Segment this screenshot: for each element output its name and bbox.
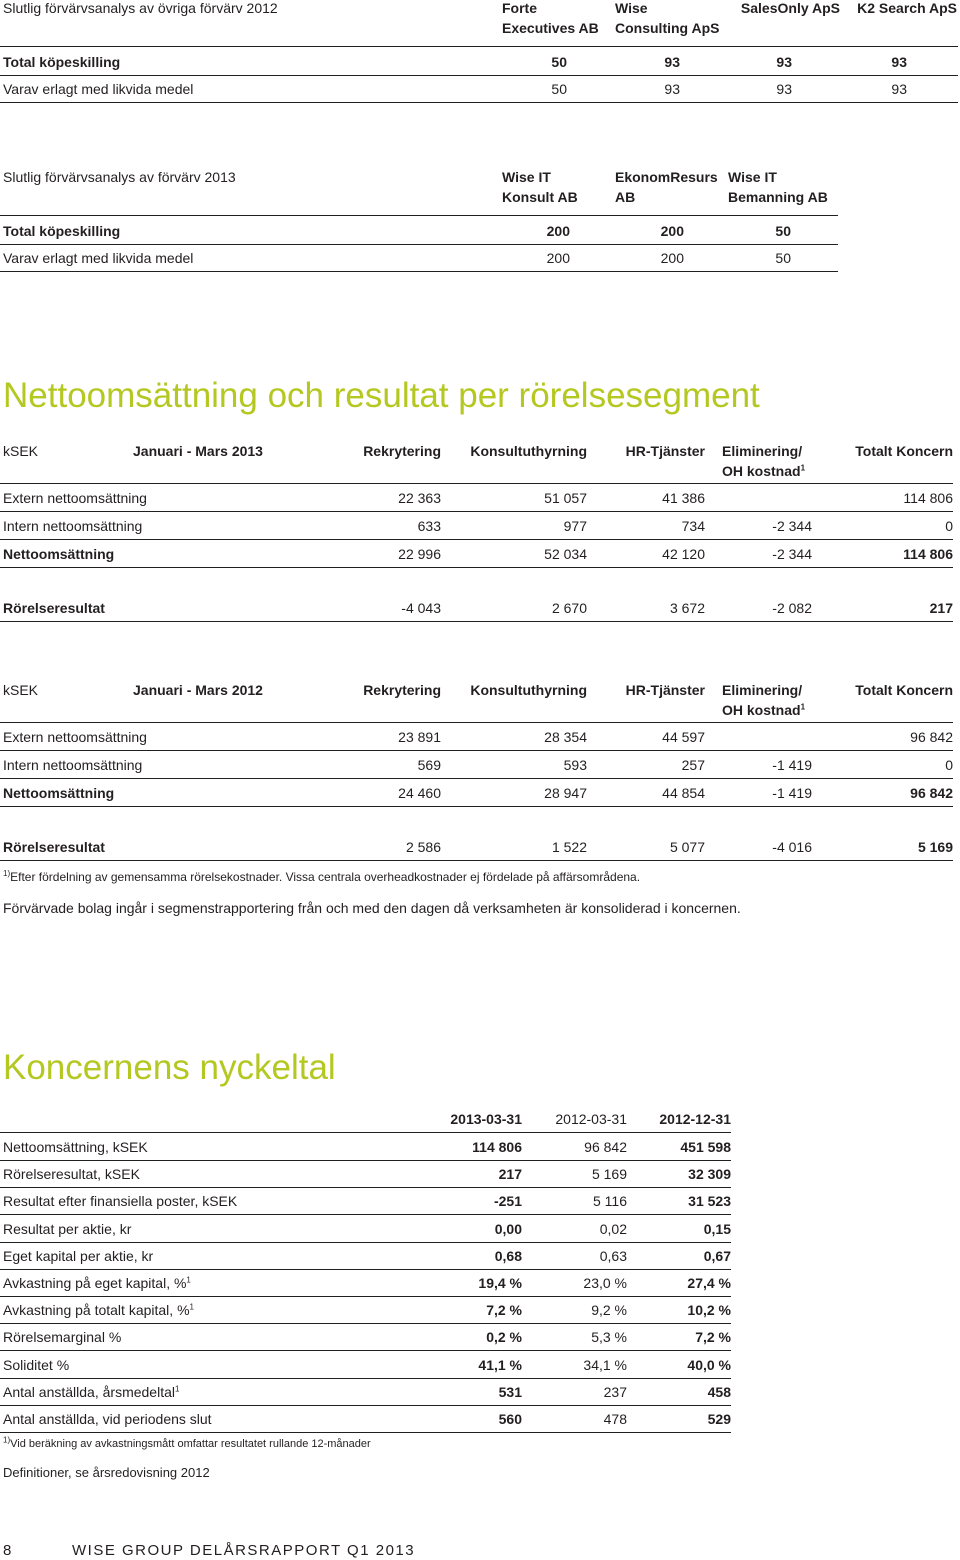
cell-value: 200 <box>546 250 570 266</box>
segment-footnote <box>3 870 903 884</box>
footnote-mark: 1 <box>186 1275 191 1285</box>
cell-value: 0 <box>945 757 953 773</box>
cell-value: 217 <box>929 600 953 616</box>
cell-value: 2 670 <box>551 600 587 616</box>
cell-value: 0,63 <box>599 1247 627 1264</box>
column-header: Totalt Koncern <box>855 443 953 459</box>
cell-value: -4 016 <box>772 839 812 855</box>
cell-value: 22 996 <box>398 546 441 562</box>
row-label: Varav erlagt med likvida medel <box>3 81 194 97</box>
column-header: Eliminering/ <box>722 443 803 459</box>
row-divider <box>0 1160 731 1161</box>
cell-value: 40,0 % <box>687 1356 731 1373</box>
row-divider <box>0 621 953 622</box>
column-header: Konsultuthyrning <box>470 443 587 459</box>
cell-value: 28 947 <box>544 785 587 801</box>
column-header: SalesOnly ApS <box>740 0 840 16</box>
row-divider <box>0 511 953 512</box>
cell-value: 51 057 <box>544 490 587 506</box>
column-header: EkonomResurs <box>615 169 718 185</box>
cell-value: 52 034 <box>544 546 587 562</box>
cell-value: 24 460 <box>398 785 441 801</box>
cell-value: 50 <box>551 81 567 97</box>
row-divider <box>0 750 953 751</box>
cell-value: 23,0 % <box>583 1275 627 1291</box>
cell-value: 41 386 <box>662 490 705 506</box>
column-header: 2012-12-31 <box>659 1111 731 1127</box>
keyfigures-footnote <box>3 1435 703 1451</box>
cell-value: 451 598 <box>680 1139 731 1155</box>
cell-value: 19,4 % <box>478 1275 522 1291</box>
cell-value: 200 <box>660 223 684 239</box>
cell-value: 96 842 <box>910 785 953 801</box>
cell-value: 96 842 <box>584 1139 627 1155</box>
cell-value: 9,2 % <box>591 1302 627 1319</box>
row-label: Extern nettoomsättning <box>3 729 147 745</box>
row-label: Varav erlagt med likvida medel <box>3 250 194 266</box>
cell-value: 32 309 <box>688 1166 731 1183</box>
cell-value: 10,2 % <box>687 1302 731 1319</box>
row-divider <box>0 1323 731 1324</box>
column-header: Rekrytering <box>363 443 441 459</box>
cell-value: 7,2 % <box>486 1302 522 1319</box>
row-label: Total köpeskilling <box>3 223 121 239</box>
column-header: Rekrytering <box>363 682 441 698</box>
row-divider <box>0 860 953 861</box>
cell-value: 114 806 <box>472 1139 522 1155</box>
row-divider <box>0 1378 731 1379</box>
header-divider <box>0 483 953 484</box>
column-header: Forte <box>502 0 537 16</box>
row-divider <box>0 244 838 245</box>
footnote-mark: 1) <box>3 1435 11 1445</box>
cell-value: 217 <box>498 1166 522 1183</box>
cell-value: 569 <box>417 757 441 773</box>
row-label-text: Avkastning på eget kapital, % <box>3 1275 187 1291</box>
cell-value: -1 419 <box>772 785 812 801</box>
column-header: Wise IT <box>728 169 777 185</box>
row-label-text: Antal anställda, vid periodens slut <box>3 1411 212 1427</box>
period-label: Januari - Mars 2012 <box>133 682 263 698</box>
row-divider <box>0 1269 731 1270</box>
column-header: HR-Tjänster <box>625 443 705 459</box>
cell-value: 458 <box>707 1383 731 1400</box>
column-header: Totalt Koncern <box>855 682 953 698</box>
row-label-text: Avkastning på totalt kapital, % <box>3 1302 190 1319</box>
cell-value: -4 043 <box>401 600 441 616</box>
cell-value: 114 806 <box>903 546 953 562</box>
cell-value: 23 891 <box>398 729 441 745</box>
cell-value: 633 <box>417 518 441 534</box>
column-header: K2 Search ApS <box>857 0 957 16</box>
row-label: Extern nettoomsättning <box>3 490 147 506</box>
cell-value: 5 077 <box>669 839 705 855</box>
row-label: Total köpeskilling <box>3 54 121 70</box>
cell-value: 977 <box>563 518 587 534</box>
row-label <box>3 1248 403 1265</box>
cell-value: 0,68 <box>494 1247 522 1264</box>
cell-value: 5 169 <box>917 839 953 855</box>
row-label <box>3 1384 403 1401</box>
column-header <box>722 702 822 719</box>
cell-value: -251 <box>493 1193 522 1210</box>
cell-value: 734 <box>681 518 705 534</box>
keyfigures-heading: Koncernens nyckeltal <box>3 1048 336 1087</box>
row-divider <box>0 75 958 76</box>
cell-value: 27,4 % <box>687 1275 731 1291</box>
segment-heading: Nettoomsättning och resultat per rörelsesegment <box>3 376 760 415</box>
cell-value: 0,2 % <box>486 1329 522 1346</box>
row-divider <box>0 1214 731 1215</box>
cell-value: 50 <box>775 250 791 266</box>
cell-value: 1 522 <box>551 839 587 855</box>
row-label <box>3 1221 403 1238</box>
row-label: Intern nettoomsättning <box>3 757 143 773</box>
row-label: Intern nettoomsättning <box>3 518 143 534</box>
row-label <box>3 1166 403 1183</box>
period-label: Januari - Mars 2013 <box>133 443 263 459</box>
unit-label: kSEK <box>3 443 39 459</box>
row-label-text: Antal anställda, årsmedeltal <box>3 1383 175 1400</box>
cell-value: 5 169 <box>591 1166 627 1183</box>
page-number: 8 <box>3 1542 13 1559</box>
cell-value: 0,15 <box>703 1220 731 1237</box>
cell-value: 42 120 <box>662 546 705 562</box>
cell-value: 529 <box>707 1411 731 1427</box>
column-header: Wise <box>615 0 648 16</box>
column-header: Consulting ApS <box>615 20 720 36</box>
cell-value: 96 842 <box>910 729 953 745</box>
footnote-mark: 1 <box>189 1302 194 1312</box>
row-divider <box>0 1296 731 1297</box>
row-label-text: Nettoomsättning, kSEK <box>3 1139 148 1155</box>
cell-value: 531 <box>498 1383 522 1400</box>
acquisition-2012-title: Slutlig förvärvsanalys av övriga förvärv 2012 <box>3 0 278 16</box>
cell-value: 93 <box>891 81 907 97</box>
cell-value: 237 <box>603 1383 627 1400</box>
column-header <box>722 463 822 480</box>
definitions-note: Definitioner, se årsredovisning 2012 <box>3 1465 210 1480</box>
cell-value: 0,00 <box>494 1220 522 1237</box>
row-label: Rörelseresultat <box>3 839 105 855</box>
footnote-text: Efter fördelning av gemensamma rörelsekostnader. Vissa centrala overheadkostnader ej fördelade på affärsområdena. <box>10 870 641 884</box>
cell-value: 3 672 <box>669 600 705 616</box>
row-label <box>3 1275 403 1292</box>
row-label-text: Rörelseresultat, kSEK <box>3 1166 140 1183</box>
cell-value: 257 <box>681 757 705 773</box>
header-divider <box>0 46 958 47</box>
row-label <box>3 1193 403 1210</box>
cell-value: 0,02 <box>599 1220 627 1237</box>
row-divider <box>0 271 838 272</box>
row-divider <box>0 567 953 568</box>
cell-value: -1 419 <box>772 757 812 773</box>
column-header: Wise IT <box>502 169 551 185</box>
cell-value: 28 354 <box>544 729 587 745</box>
column-header: Eliminering/ <box>722 682 803 698</box>
cell-value: 93 <box>776 54 792 70</box>
acquisition-2013-title: Slutlig förvärvsanalys av förvärv 2013 <box>3 169 236 185</box>
cell-value: 93 <box>664 54 680 70</box>
cell-value: 7,2 % <box>695 1329 731 1346</box>
column-header-line2: OH kostnad <box>722 463 801 479</box>
cell-value: 2 586 <box>405 839 441 855</box>
row-divider <box>0 1187 731 1188</box>
row-divider <box>0 539 953 540</box>
cell-value: 5 116 <box>593 1193 627 1210</box>
row-label <box>3 1139 403 1156</box>
footnote-mark: 1) <box>3 869 11 878</box>
footnote-text: Vid beräkning av avkastningsmått omfattar resultatet rullande 12-månader <box>10 1438 371 1450</box>
cell-value: 200 <box>660 250 684 266</box>
footnote-mark: 1 <box>800 463 806 473</box>
row-label <box>3 1411 403 1428</box>
row-divider <box>0 102 958 103</box>
header-divider <box>0 215 838 216</box>
row-divider <box>0 778 953 779</box>
header-divider <box>0 722 953 723</box>
row-label-text: Eget kapital per aktie, kr <box>3 1247 154 1264</box>
row-label-text: Soliditet % <box>3 1356 70 1373</box>
cell-value: 50 <box>551 54 567 70</box>
segment-note: Förvärvade bolag ingår i segmenstrapportering från och med den dagen då verksamheten är konsoliderad i koncernen. <box>3 900 741 916</box>
row-label-text: Resultat per aktie, kr <box>3 1220 132 1237</box>
row-label-text: Resultat efter finansiella poster, kSEK <box>3 1193 238 1210</box>
cell-value: 93 <box>776 81 792 97</box>
cell-value: 93 <box>891 54 907 70</box>
row-label: Nettoomsättning <box>3 546 115 562</box>
column-header: HR-Tjänster <box>625 682 705 698</box>
cell-value: -2 344 <box>772 546 812 562</box>
column-header: 2013-03-31 <box>450 1111 522 1127</box>
cell-value: -2 344 <box>772 518 812 534</box>
cell-value: 34,1 % <box>583 1356 627 1373</box>
cell-value: 31 523 <box>688 1193 731 1210</box>
column-header: 2012-03-31 <box>555 1111 627 1127</box>
column-header: Konsultuthyrning <box>470 682 587 698</box>
cell-value: 44 854 <box>662 785 705 801</box>
row-divider <box>0 1350 731 1351</box>
column-header-line2: OH kostnad <box>722 702 801 718</box>
cell-value: 93 <box>664 81 680 97</box>
row-label <box>3 1302 403 1319</box>
row-divider <box>0 1242 731 1243</box>
row-divider <box>0 1432 731 1433</box>
cell-value: 50 <box>775 223 791 239</box>
column-header: Bemanning AB <box>728 189 828 205</box>
row-label-text: Rörelsemarginal % <box>3 1329 122 1346</box>
cell-value: 200 <box>546 223 570 239</box>
row-divider <box>0 806 953 807</box>
row-label: Rörelseresultat <box>3 600 105 616</box>
cell-value: 0 <box>945 518 953 534</box>
report-title: WISE GROUP DELÅRSRAPPORT Q1 2013 <box>72 1542 416 1559</box>
column-header: Executives AB <box>502 20 599 36</box>
column-header: AB <box>615 189 636 205</box>
row-label <box>3 1357 403 1374</box>
cell-value: 5,3 % <box>591 1329 627 1346</box>
cell-value: 593 <box>563 757 587 773</box>
cell-value: 0,67 <box>703 1247 731 1264</box>
footnote-mark: 1 <box>800 702 806 712</box>
row-label <box>3 1329 403 1346</box>
cell-value: -2 082 <box>772 600 812 616</box>
column-header: Konsult AB <box>502 189 578 205</box>
row-label: Nettoomsättning <box>3 785 115 801</box>
cell-value: 114 806 <box>903 490 953 506</box>
footnote-mark: 1 <box>175 1384 180 1394</box>
header-divider <box>0 1132 731 1133</box>
cell-value: 478 <box>603 1411 627 1427</box>
cell-value: 22 363 <box>398 490 441 506</box>
cell-value: 41,1 % <box>478 1356 522 1373</box>
cell-value: 44 597 <box>662 729 705 745</box>
row-divider <box>0 1405 731 1406</box>
unit-label: kSEK <box>3 682 39 698</box>
cell-value: 560 <box>498 1411 522 1427</box>
